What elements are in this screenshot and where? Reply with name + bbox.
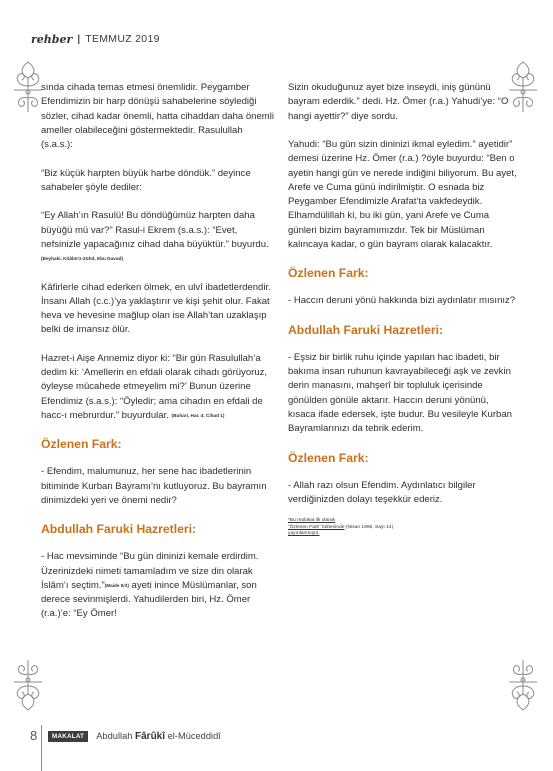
answer-paragraph — [41, 550, 274, 621]
footer — [48, 731, 221, 742]
section-heading: Özlenen Fark: — [288, 450, 369, 465]
category-badge: MAKALAT — [48, 731, 88, 742]
footnote-text: “Özlenen Fark” bülteninde — [288, 524, 345, 530]
section-heading: Özlenen Fark: — [288, 266, 369, 281]
quote-paragraph — [41, 352, 274, 423]
paragraph: Kâfirlerle cihad ederken ölmek, en ulvî ibadetlerdendir. İnsanı Allah (c.c.)’ya yaklaştırır ve kişi şehit olur. Fakat heva ve hevesine mağlup olan ise Allah’tan uzaklaşıp belki de imansız ölür. — [41, 281, 271, 336]
section-heading: Özlenen Fark: — [41, 437, 122, 452]
quote-text: “Ey Allah’ın Rasulü! Bu döndüğümüz harpten daha büyüğü mü var?” Rasul-i Ekrem (s.a.s.): “Evet, nefsinizle yapacağınız cihad daha büyüktür.” buyurdu. — [41, 210, 269, 250]
right-column — [288, 81, 517, 537]
running-header — [31, 31, 160, 47]
author-title: el-Müceddidî — [165, 731, 221, 741]
footnote-text: (Nisan 1996, Sayı 14) — [344, 524, 394, 530]
citation: (Beyhaki, Kitâbü’z-Zühd, Ebu Davud) — [41, 256, 124, 261]
author-name — [96, 731, 221, 742]
footnote-line: yayınlanmıştır. — [288, 531, 320, 537]
answer-text: ayeti inince Müslümanlar, son derece sevinmişlerdi. Yahudilerden biri, Hz. Ömer (r.a.)’e: “Ey Ömer! — [41, 579, 257, 620]
paragraph: “Biz küçük harpten büyük harbe döndük.” deyince sahabeler şöyle dediler: — [41, 167, 251, 193]
paragraph: Sizin okuduğunuz ayet bize inseydi, iniş gününü bayram ederdik.” dedi. Hz. Ömer (r.a.) Yahudi’ye: “O hangi ayettir?” diye sordu. — [288, 82, 509, 122]
question-paragraph: - Haccın deruni yönü hakkında bizi aydınlatır mısınız? — [288, 295, 516, 307]
page-number: 8 — [30, 728, 38, 743]
question-paragraph: - Efendim, malumunuz, her sene hac ibadetlerinin bitiminde Kurban Bayramı’nı kutluyoruz. Bu bayramın dinimizdeki yeri ve önemi nedir? — [41, 466, 267, 506]
issue-date: TEMMUZ 2019 — [85, 33, 160, 45]
quote-paragraph — [41, 209, 274, 266]
answer-paragraph: - Eşsiz bir birlik ruhu içinde yapılan hac ibadeti, bir bakıma insan ruhunun kavrayabileceği aşk ve zevkin derin manasını, mahşerî bir topluluk içerisinde gönülden gönüle aktarır. Haccın deruni yönünü, kısaca ifade edersek, işte budur. Bu vesileyle Kurban Bayramlarınızı da tebrik ederim. — [288, 351, 512, 434]
footer-divider — [41, 725, 42, 771]
paragraph: Yahudi: “Bu gün sizin dininizi ikmal eyledim.” ayetidir” demesi üzerine Hz. Ömer (r.a.) ?öyle buyurdu: “Ben o ayetin hangi gün ve nerede indiğini biliyorum. Bu ayet, Arefe ve Cuma günü indirilmiştir. O esnada biz Peygamber Efendimizle Arafat’ta vakfedeydik. Elhamdülillah ki, bu iki gün, yani Arefe ve Cuma günleri bizim bayramımızdır. Tek bir Müslüman kalıncaya kadar, o gün bayram olarak kalacaktır. — [288, 139, 517, 250]
section-heading: Abdullah Faruki Hazretleri: — [41, 522, 197, 537]
footnote-line: *Bu mülakat ilk olarak — [288, 518, 336, 524]
section-heading: Abdullah Faruki Hazretleri: — [288, 322, 444, 337]
ornament-bottom-left-icon — [10, 658, 46, 712]
magazine-brand: rehber — [31, 32, 73, 46]
question-paragraph: - Allah razı olsun Efendim. Aydınlatıcı bilgiler verdiğinizden dolayı teşekkür ederiz. — [288, 479, 476, 505]
citation: (Maide 5/3) — [104, 582, 129, 588]
paragraph: sında cihada temas etmesi önemlidir. Peygamber Efendimizin bir harp dönüşü sahabelerine söylediği sözler, cihad kadar önemli, hatta cihaddan daha önemli ameller olabileceğini göstermektedir. Rasulullah (s.a.s.): — [41, 82, 274, 150]
answer-text: - Hac mevsiminde “Bu gün dininizi kemale erdirdim. Üzerinizdeki nimeti tamamladım ve size din olarak İslâm’ı seçtim.” — [41, 551, 259, 591]
quote-text: Hazret-i Aişe Annemiz diyor ki: “Bir gün Rasulullah’a dedim ki: ‘Amellerin en efdali olarak cihadı görüyoruz, öyleyse mücahede etmeyelim mi?’ Bunun üzerine Efendimiz (s.a.s.): “Öyledir; ama cihadın en efdali de hacc-ı mebrurdur.” buyurdular. — [41, 352, 268, 421]
left-column — [41, 81, 274, 636]
citation: (Buhari, Hac 4; Cihad 1) — [171, 412, 225, 418]
footnote — [288, 518, 517, 537]
author-first: Abdullah — [96, 731, 136, 741]
author-surname: Fârûkî — [135, 731, 166, 742]
header-separator: | — [77, 33, 81, 45]
ornament-bottom-right-icon — [505, 658, 541, 712]
